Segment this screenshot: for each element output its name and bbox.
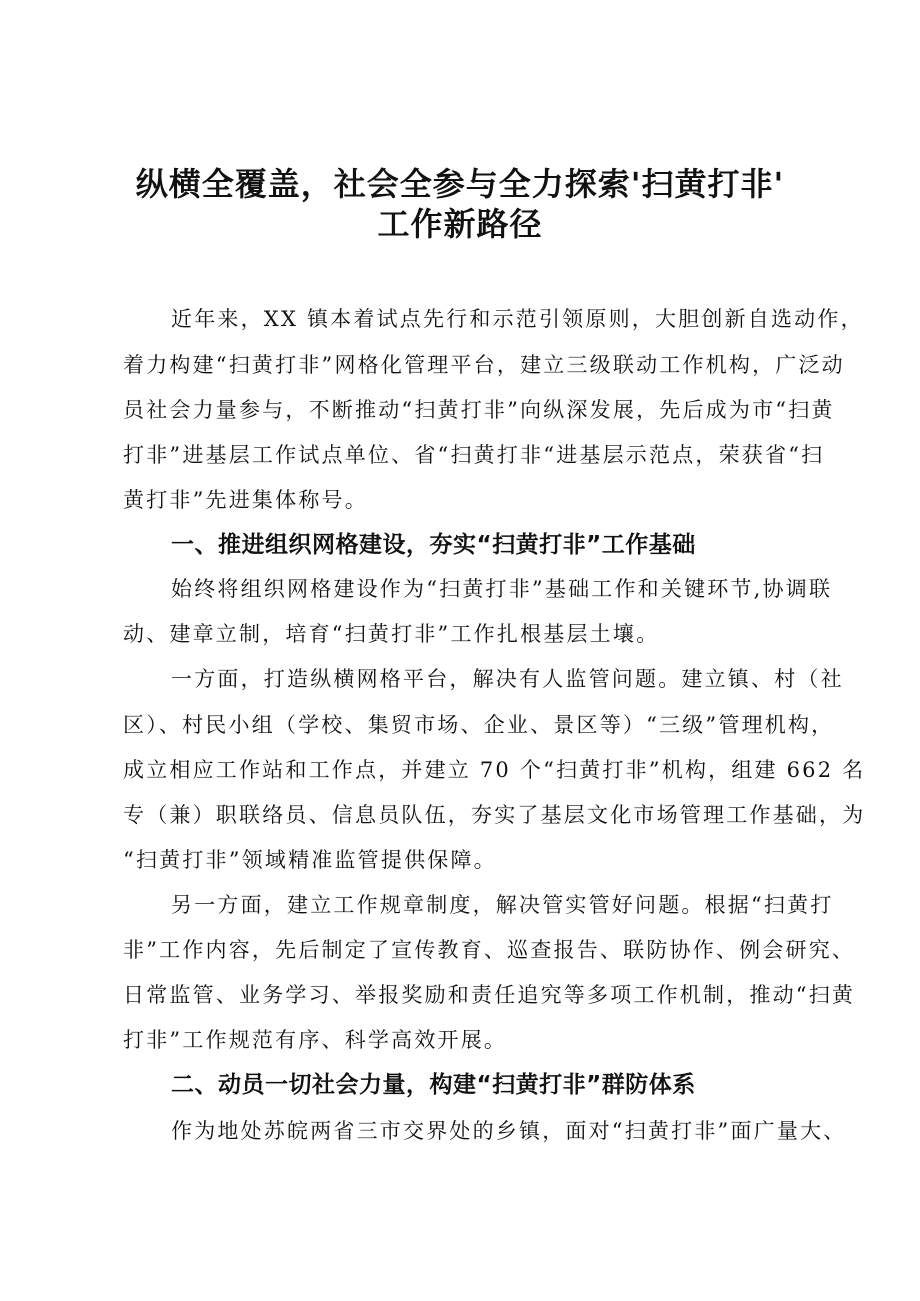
document-title-line-2: 工作新路径 — [377, 205, 543, 243]
section-1-paragraph-line: 动、建章立制，培育“扫黄打非”工作扎根基层土壤。 — [123, 622, 660, 646]
section-1-paragraph-line: 成立相应工作站和工作点，并建立 70 个“扫黄打非”机构，组建 662 名 — [123, 758, 866, 782]
section-1-paragraph-line: 日常监管、业务学习、举报奖励和责任追究等多项工作机制，推动“扫黄 — [123, 983, 856, 1007]
section-1-paragraph-line: 专（兼）职联络员、信息员队伍，夯实了基层文化市场管理工作基础，为 — [123, 803, 866, 827]
section-1-paragraph-line: 另一方面，建立工作规章制度，解决管实管好问题。根据“扫黄打 — [171, 893, 834, 917]
section-2-paragraph-line: 作为地处苏皖两省三市交界处的乡镇，面对“扫黄打非”面广量大、 — [171, 1119, 847, 1143]
section-1-paragraph-line: 打非”工作规范有序、科学高效开展。 — [123, 1028, 508, 1052]
section-1-paragraph-line: 非”工作内容，先后制定了宣传教育、巡查报告、联防协作、例会研究、 — [123, 938, 856, 962]
intro-paragraph-line: 着力构建“扫黄打非”网格化管理平台，建立三级联动工作机构，广泛动 — [123, 353, 845, 377]
section-2-heading: 二、动员一切社会力量，构建“扫黄打非”群防体系 — [171, 1072, 696, 1098]
section-1-heading: 一、推进组织网格建设，夯实“扫黄打非”工作基础 — [171, 532, 696, 558]
intro-paragraph-line: 黄打非”先进集体称号。 — [123, 488, 368, 512]
section-1-paragraph-line: 区）、村民小组（学校、集贸市场、企业、景区等）“三级”管理机构， — [123, 713, 835, 737]
intro-paragraph-line: 近年来，XX 镇本着试点先行和示范引领原则，大胆创新自选动作， — [171, 307, 864, 331]
section-1-paragraph-line: 始终将组织网格建设作为“扫黄打非”基础工作和关键环节,协调联 — [171, 577, 833, 601]
section-1-paragraph-line: 一方面，打造纵横网格平台，解决有人监管问题。建立镇、村（社 — [171, 667, 844, 691]
section-1-paragraph-line: “扫黄打非”领域精准监管提供保障。 — [123, 848, 497, 872]
intro-paragraph-line: 员社会力量参与，不断推动“扫黄打非”向纵深发展，先后成为市“扫黄 — [123, 398, 835, 422]
intro-paragraph-line: 打非”进基层工作试点单位、省“扫黄打非“进基层示范点，荣获省“扫 — [123, 443, 825, 467]
document-title-line-1: 纵横全覆盖，社会全参与全力探索'扫黄打非' — [135, 165, 785, 203]
